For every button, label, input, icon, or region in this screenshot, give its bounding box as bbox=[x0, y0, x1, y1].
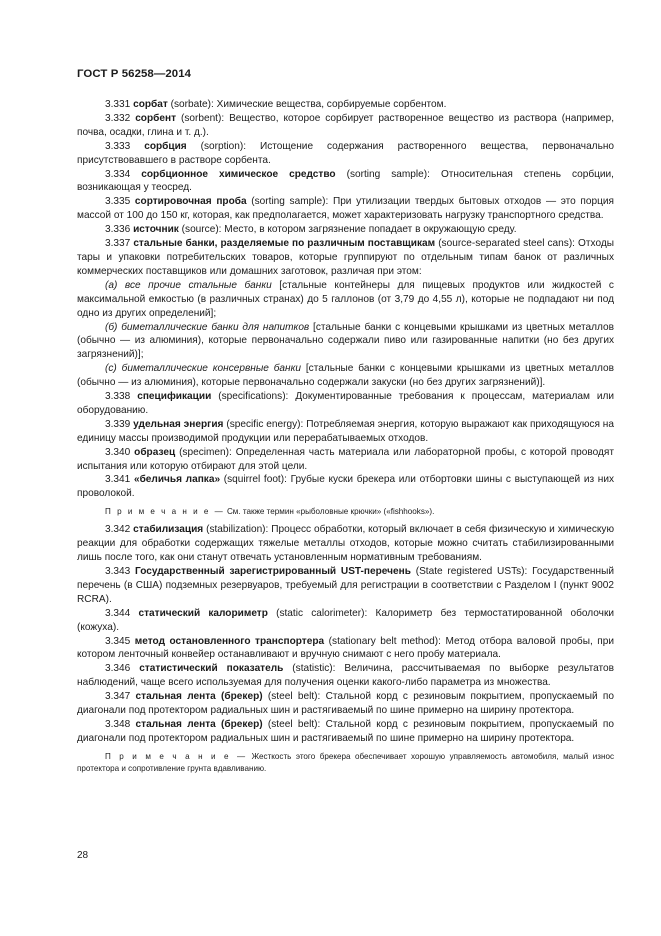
entry-source: (stabilization): bbox=[206, 524, 269, 536]
entry-source: (sorption): bbox=[200, 140, 247, 152]
entry-source: (sorting sample): bbox=[346, 168, 430, 180]
subitems-group bbox=[77, 279, 614, 390]
subitem-term: все прочие стальные банки bbox=[124, 279, 272, 291]
entry-term: образец bbox=[134, 446, 176, 458]
subitem-label: (б) bbox=[105, 321, 118, 333]
entries-group-b bbox=[77, 390, 614, 501]
entry-term: стабилизация bbox=[133, 524, 204, 536]
entry-source: (source-separated steel cans): bbox=[438, 238, 575, 250]
term-entry bbox=[77, 473, 614, 501]
entry-number: 3.347 bbox=[105, 691, 131, 703]
entry-number: 3.338 bbox=[105, 391, 131, 403]
term-entry bbox=[77, 195, 614, 223]
term-entry bbox=[77, 690, 614, 718]
note-1-text: См. также термин «рыболовные крючки» («fishhooks»). bbox=[226, 507, 435, 517]
subitem-term: биметаллические банки для напитков bbox=[121, 321, 310, 333]
note-1 bbox=[77, 506, 614, 518]
entry-term: удельная энергия bbox=[133, 418, 224, 430]
subitem-label: (с) bbox=[105, 363, 117, 375]
term-entry bbox=[77, 662, 614, 690]
subitem-text: [стальные банки с концевыми крышками из цветных металлов (обычно — из алюминия), которые первоначально содержали пиво или газированные напитки (но без других загрязнений)]; bbox=[77, 321, 614, 361]
entry-number: 3.344 bbox=[105, 607, 131, 619]
note-2 bbox=[77, 751, 614, 775]
term-entry bbox=[77, 718, 614, 746]
entry-term: метод остановленного транспортера bbox=[134, 635, 325, 647]
entry-number: 3.345 bbox=[105, 635, 131, 647]
entry-term: статический калориметр bbox=[138, 607, 268, 619]
term-entry bbox=[77, 168, 614, 196]
entry-number: 3.332 bbox=[105, 112, 131, 124]
entry-definition: Калориметр без термостатированной оболочки (кожуха). bbox=[77, 607, 614, 633]
note-2-prefix: П р и м е ч а н и е — bbox=[105, 751, 248, 761]
entry-source: (sorting sample): bbox=[251, 196, 329, 208]
entry-number: 3.335 bbox=[105, 196, 131, 208]
entry-definition: Стальной корд с резиновым покрытием, пропускаемый по диагонали под протектором радиальных шин и растягиваемый по шине примерно на ширину протектора. bbox=[77, 691, 614, 717]
document-body bbox=[77, 98, 614, 780]
term-entry bbox=[77, 635, 614, 663]
entry-source: (specific energy): bbox=[226, 418, 304, 430]
entry-definition: Метод отбора валовой пробы, при котором ленточный конвейер останавливают и вручную снимают с него пробу материала. bbox=[77, 635, 615, 661]
entry-definition: Грубые куски брекера или отбортовки шины с выступающей из них проволокой. bbox=[77, 474, 615, 500]
subitem bbox=[77, 362, 614, 390]
term-entry bbox=[77, 98, 614, 112]
entry-definition: Стальной корд с резиновым покрытием, пропускаемый по диагонали под протектором радиальных шин и растягиваемый по шине примерно на ширину протектора. bbox=[77, 718, 614, 744]
entry-definition: Документированные требования к процессам, материалам или оборудованию. bbox=[77, 391, 614, 416]
subitem bbox=[77, 321, 614, 363]
entry-definition: Потребляемая энергия, которую выражают как приходящуюся на единицу массы производимой продукции или перерабатываемых отходов. bbox=[77, 418, 614, 444]
term-entry bbox=[77, 112, 614, 140]
entry-definition: Определенная часть материала или лабораторной пробы, с которой проводят испытания или которую отбирают для этой цели. bbox=[77, 446, 615, 472]
entry-number: 3.342 bbox=[105, 524, 131, 536]
term-entry bbox=[77, 237, 614, 279]
entry-source: (static calorimeter): bbox=[276, 607, 368, 619]
term-entry bbox=[77, 523, 614, 565]
entry-number: 3.343 bbox=[105, 566, 131, 577]
term-entry bbox=[77, 140, 614, 168]
entry-term: Государственный зарегистрированный UST-перечень bbox=[135, 566, 411, 577]
entries-group-c bbox=[77, 523, 614, 746]
entry-term: стальная лента (брекер) bbox=[135, 691, 263, 703]
entry-number: 3.341 bbox=[105, 474, 131, 486]
entry-number: 3.339 bbox=[105, 418, 131, 430]
entry-source: (specifications): bbox=[218, 391, 289, 403]
entry-source: (specimen): bbox=[179, 446, 232, 458]
subitem bbox=[77, 279, 614, 321]
subitem-label: (а) bbox=[105, 279, 118, 291]
entry-definition: При утилизации твердых бытовых отходов — это порция массой от 100 до 150 кг, которая, как предполагается, может характеризовать нагрузку транспортного средства. bbox=[77, 196, 614, 222]
entry-term: статистический показатель bbox=[139, 663, 284, 675]
entry-definition: Процесс обработки, который включает в себя физическую и химическую реакции для обработки содержащих тяжелые металлы отходов, которые можно считать стабилизированными лишь после того, как они станут отвечать установленным нормативным требованиям. bbox=[77, 524, 615, 564]
entry-source: (steel belt): bbox=[267, 718, 321, 730]
entry-definition: Величина, рассчитываемая по выборке результатов наблюдений, чаще всего используемая для получения оценки какого-либо параметра из множества. bbox=[77, 663, 614, 689]
entry-definition: Отходы тары и упаковки потребительских товаров, которые группируют по отдельным типам банок от различных коммерческих поставщиков или домашних заготовок, различая при этом: bbox=[77, 238, 614, 277]
subitem-text: [стальные банки с концевыми крышками из цветных металлов (обычно — из алюминия), которые первоначально содержали закуски (но без других загрязнений)]. bbox=[77, 363, 614, 389]
entry-number: 3.346 bbox=[105, 663, 131, 675]
entry-definition: Относительная степень сорбции, возникающая у теосред. bbox=[77, 168, 614, 194]
entry-number: 3.331 bbox=[105, 99, 131, 110]
entry-number: 3.336 bbox=[105, 224, 131, 236]
entry-source: (stationary belt method): bbox=[328, 635, 441, 647]
entry-source: (State registered USTs): bbox=[415, 566, 528, 577]
note-2-text: Жесткость этого брекера обеспечивает хорошую управляемость автомобиля, малый износ протектора и сопротивление грунта вдавливанию. bbox=[77, 751, 614, 773]
entry-term: спецификации bbox=[137, 391, 212, 403]
entry-source: (sorbate): bbox=[170, 99, 214, 110]
note-1-prefix: П р и м е ч а н и е — bbox=[105, 507, 225, 517]
term-entry bbox=[77, 446, 614, 474]
entry-term: стальная лента (брекер) bbox=[135, 718, 263, 730]
entries-group-a bbox=[77, 98, 614, 279]
entry-definition: Вещество, которое сорбирует растворенное вещество из раствора (например, почва, осадки, глина и т. д.). bbox=[77, 112, 615, 138]
entry-source: (sorbent): bbox=[180, 112, 225, 124]
page-number: 28 bbox=[77, 850, 89, 861]
term-entry bbox=[77, 390, 614, 418]
entry-definition: Истощение содержания растворенного вещества, первоначально присутствовавшего в растворе сорбента. bbox=[77, 140, 615, 166]
entry-term: сорбция bbox=[144, 140, 187, 152]
subitem-term: биметаллические консервные банки bbox=[121, 363, 301, 375]
term-entry bbox=[77, 565, 614, 607]
entry-number: 3.337 bbox=[105, 238, 131, 250]
entry-definition: Химические вещества, сорбируемые сорбентом. bbox=[216, 99, 447, 110]
entry-term: сорбент bbox=[135, 112, 177, 124]
entry-source: (source): bbox=[181, 224, 222, 236]
document-header: ГОСТ Р 56258—2014 bbox=[77, 68, 192, 80]
term-entry bbox=[77, 223, 614, 237]
entry-number: 3.334 bbox=[105, 168, 131, 180]
entry-term: источник bbox=[133, 224, 179, 236]
term-entry bbox=[77, 607, 614, 635]
entry-number: 3.333 bbox=[105, 140, 131, 152]
entry-number: 3.348 bbox=[105, 718, 131, 730]
entry-term: сорбат bbox=[133, 99, 168, 110]
entry-source: (steel belt): bbox=[267, 691, 321, 703]
entry-source: (squirrel foot): bbox=[223, 474, 287, 486]
subitem-text: [стальные контейнеры для пищевых продуктов или жидкостей с максимальной емкостью (в различных странах) до 5 галлонов (от 3,79 до 4,55 л), которые не подпадают ни под одно из других определений]; bbox=[77, 279, 614, 319]
entry-source: (statistic): bbox=[292, 663, 336, 675]
term-entry bbox=[77, 418, 614, 446]
entry-term: «беличья лапка» bbox=[133, 474, 221, 486]
entry-term: сорбционное химическое средство bbox=[141, 168, 336, 180]
entry-definition: Место, в котором загрязнение попадает в окружающую среду. bbox=[224, 224, 517, 236]
entry-term: стальные банки, разделяемые по различным поставщикам bbox=[133, 238, 436, 250]
entry-number: 3.340 bbox=[105, 446, 131, 458]
entry-definition: Государственный перечень (в США) подземных резервуаров, требуемый для регистрации в соответствии с Разделом I (пункт 9002 RCRA). bbox=[77, 566, 614, 605]
entry-term: сортировочная проба bbox=[134, 196, 247, 208]
